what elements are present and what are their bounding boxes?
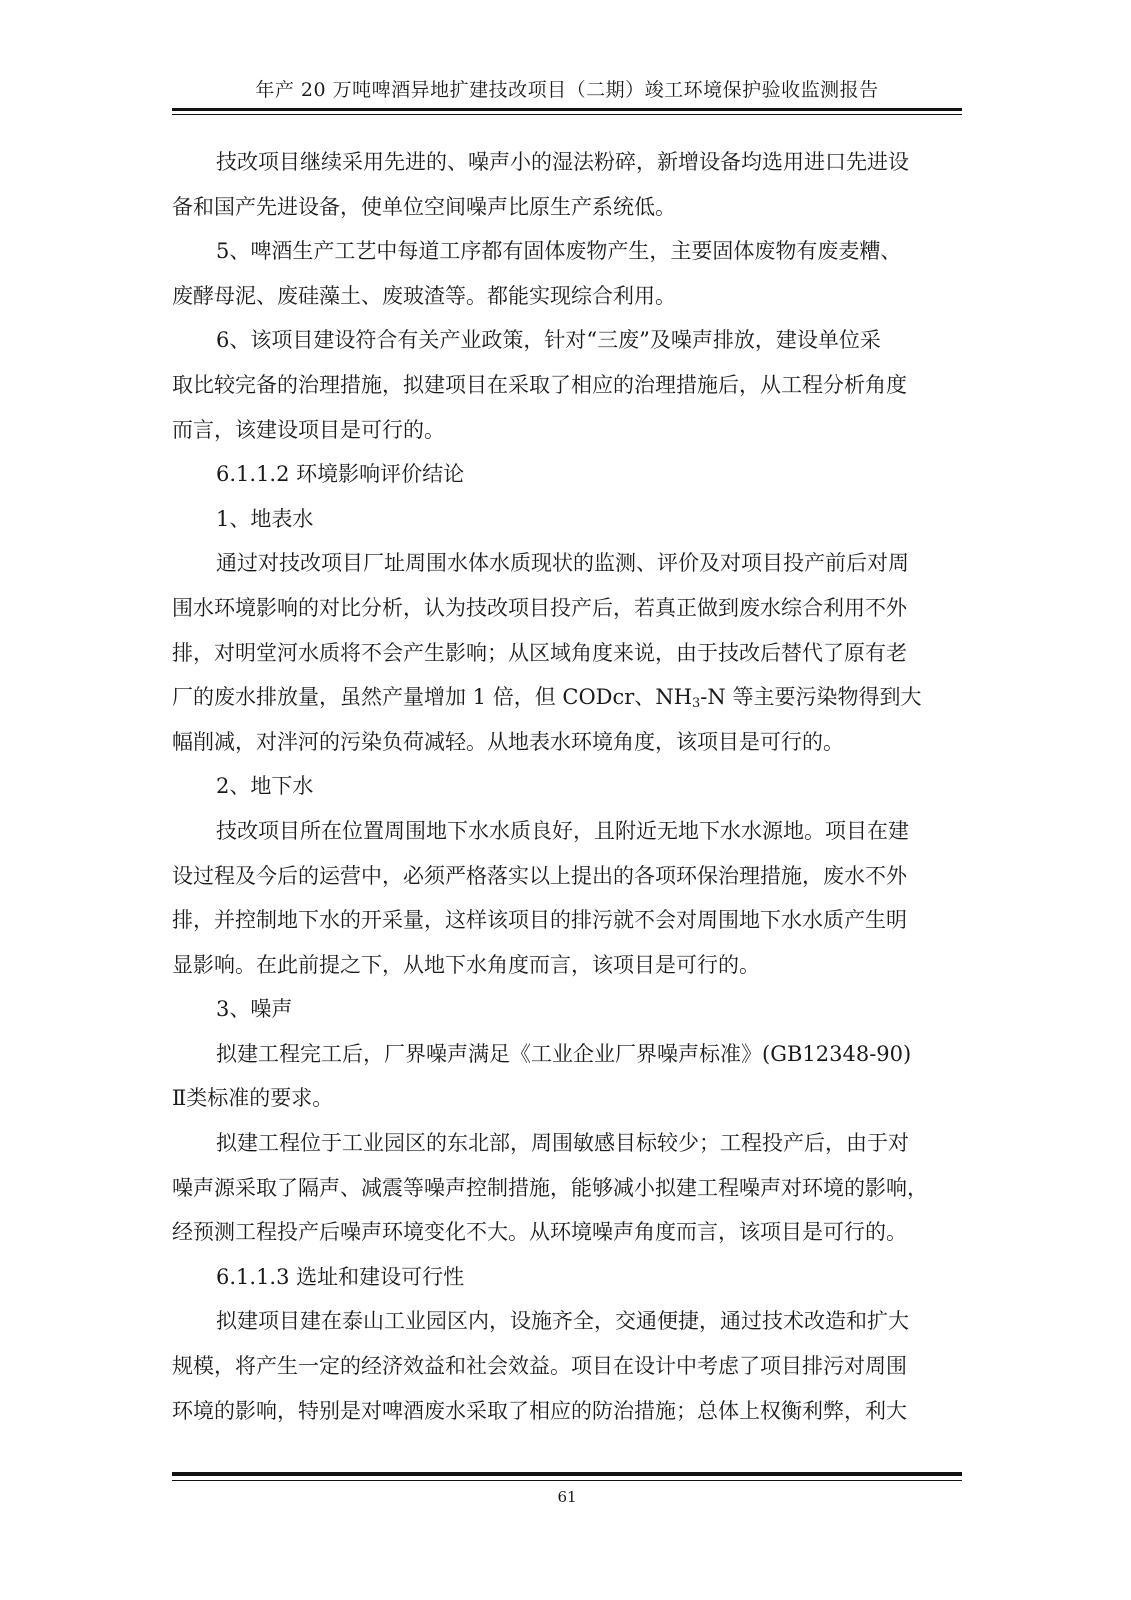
paragraph-line: 技改项目所在位置周围地下水水质良好，且附近无地下水水源地。项目在建: [216, 818, 909, 843]
nh3-tail: -N 等主要污染物得到大: [700, 685, 922, 710]
line-text: 厂的废水排放量，虽然产量增加 1 倍，但 CODcr、: [172, 685, 656, 710]
page-body: [172, 140, 962, 1433]
section-heading: 6.1.1.2 环境影响评价结论: [216, 462, 465, 487]
section-heading: 6.1.1.3 选址和建设可行性: [216, 1264, 465, 1289]
report-header-title: 年产 20 万吨啤酒异地扩建技改项目（二期）竣工环境保护验收监测报告: [255, 79, 879, 101]
paragraph-line: 拟建工程完工后，厂界噪声满足《工业企业厂界噪声标准》(GB12348-90): [216, 1041, 912, 1066]
paragraph-line: 显影响。在此前提之下，从地下水角度而言，该项目是可行的。: [172, 952, 760, 977]
paragraph-line: 排，并控制地下水的开采量，这样该项目的排污就不会对周围地下水水质产生明: [172, 908, 907, 933]
paragraph-line: 围水环境影响的对比分析，认为技改项目投产后，若真正做到废水综合利用不外: [172, 595, 907, 620]
paragraph-line: 通过对技改项目厂址周围水体水质现状的监测、评价及对项目投产前后对周: [216, 551, 909, 576]
footer-rule: [172, 1472, 962, 1476]
paragraph-line: 排，对明堂河水质将不会产生影响；从区域角度来说，由于技改后替代了原有老: [172, 640, 907, 665]
paragraph-line: 噪声源采取了隔声、减震等噪声控制措施，能够减小拟建工程噪声对环境的影响，: [172, 1175, 928, 1200]
paragraph-line: 幅削减，对泮河的污染负荷减轻。从地表水环境角度，该项目是可行的。: [172, 729, 844, 754]
paragraph-line: 5、啤酒生产工艺中每道工序都有固体废物产生，主要固体废物有废麦糟、: [216, 239, 902, 264]
paragraph-line: 环境的影响，特别是对啤酒废水采取了相应的防治措施；总体上权衡利弊，利大: [172, 1398, 907, 1423]
subsection-heading: 2、地下水: [216, 774, 314, 799]
subsection-heading: 3、噪声: [216, 997, 293, 1022]
header-rule-thin: [172, 114, 962, 115]
paragraph-line-with-formula: [172, 675, 962, 720]
nh3-base: NH: [655, 685, 693, 710]
paragraph-line: 规模，将产生一定的经济效益和社会效益。项目在设计中考虑了项目排污对周围: [172, 1354, 907, 1379]
paragraph-line: 备和国产先进设备，使单位空间噪声比原生产系统低。: [172, 194, 676, 219]
paragraph-line: 经预测工程投产后噪声环境变化不大。从环境噪声角度而言，该项目是可行的。: [172, 1220, 907, 1245]
header-rule: [172, 108, 962, 111]
page-number: 61: [557, 1488, 577, 1506]
subsection-heading: 1、地表水: [216, 506, 314, 531]
paragraph-line: 取比较完备的治理措施，拟建项目在采取了相应的治理措施后，从工程分析角度: [172, 372, 907, 397]
paragraph-line: 6、该项目建设符合有关产业政策，针对“三废”及噪声排放，建设单位采: [216, 328, 881, 353]
paragraph-line: 拟建项目建在泰山工业园区内，设施齐全，交通便捷，通过技术改造和扩大: [216, 1309, 909, 1334]
paragraph-line: 而言，该建设项目是可行的。: [172, 417, 445, 442]
paragraph-line: Ⅱ类标准的要求。: [172, 1086, 334, 1111]
footer-rule-thin: [172, 1480, 962, 1481]
paragraph-line: 拟建工程位于工业园区的东北部，周围敏感目标较少；工程投产后，由于对: [216, 1131, 909, 1156]
paragraph-line: 设过程及今后的运营中，必须严格落实以上提出的各项环保治理措施，废水不外: [172, 863, 907, 888]
paragraph-line: 技改项目继续采用先进的、噪声小的湿法粉碎，新增设备均选用进口先进设: [216, 150, 909, 174]
nh3-subscript: 3: [692, 696, 701, 712]
paragraph-line: 废酵母泥、废硅藻土、废玻渣等。都能实现综合利用。: [172, 283, 676, 308]
